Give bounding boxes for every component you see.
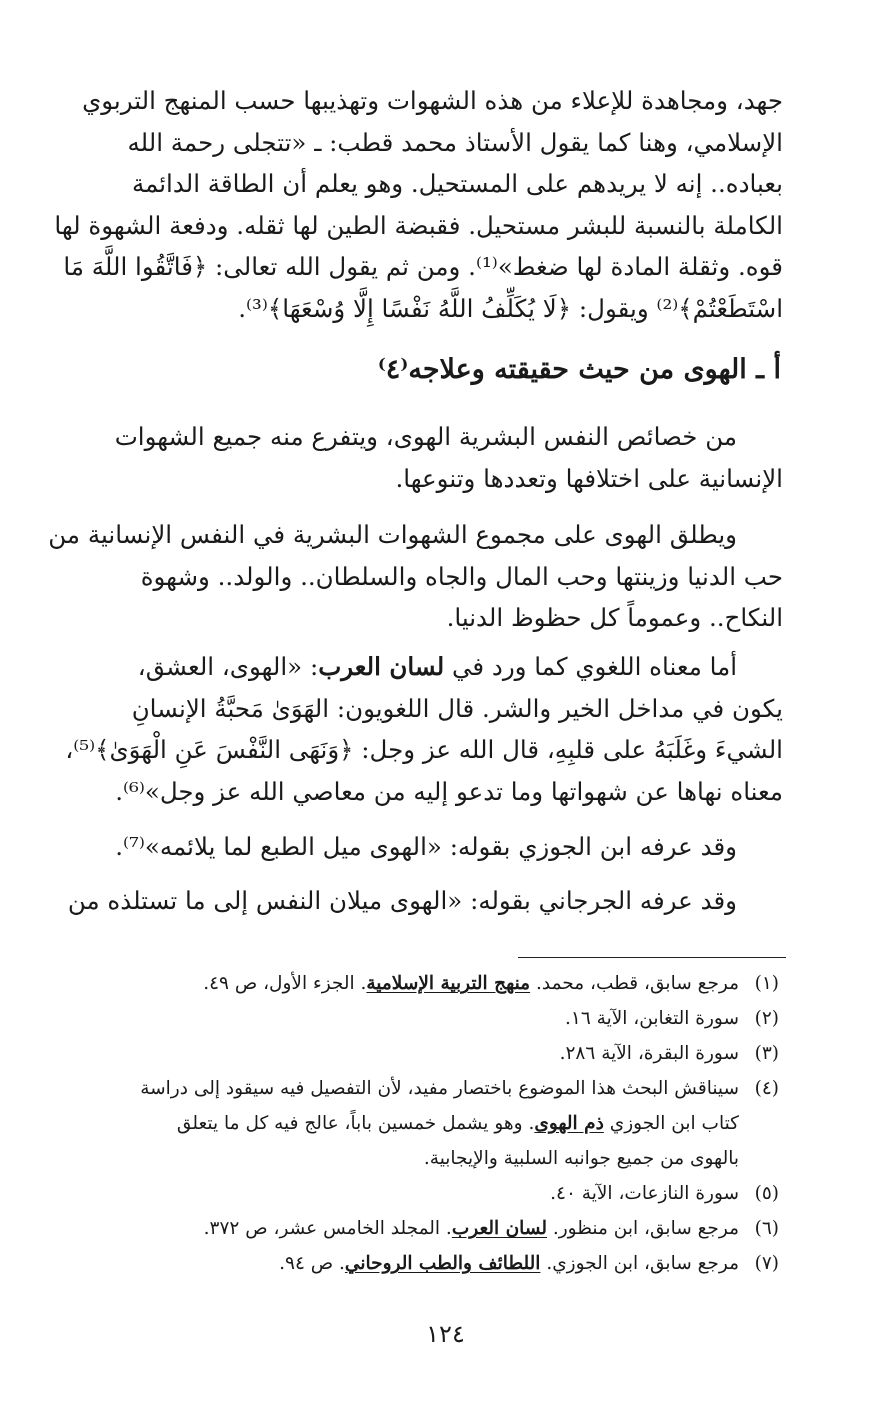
footnote-text: بالهوى من جميع جوانبه السلبية والإيجابية. xyxy=(423,1148,739,1169)
footnote-7 xyxy=(64,1246,779,1281)
text-span: أما معناه اللغوي كما ورد في xyxy=(444,652,737,681)
text-line: معناه نهاها عن شهواتها وما تدعو إليه من معاصي الله عز وجل»⁽⁶⁾. xyxy=(115,776,783,806)
footnote-text xyxy=(64,1106,779,1141)
paragraph-1 xyxy=(54,80,783,329)
footnote-text xyxy=(64,1211,739,1246)
footnote-number: (١) xyxy=(754,973,779,994)
text-line: قوه. وثقلة المادة لها ضغط»⁽¹⁾. ومن ثم يقول الله تعالى: ﴿فَاتَّقُوا اللَّهَ مَا xyxy=(63,252,783,281)
footnote-text: سورة النازعات، الآية ٤٠. xyxy=(550,1183,739,1204)
text-line: حب الدنيا وزينتها وحب المال والجاه والسلطان.. والولد.. وشهوة xyxy=(140,561,783,591)
text-line: بعباده.. إنه لا يريدهم على المستحيل. وهو يعلم أن الطاقة الدائمة xyxy=(131,169,783,198)
paragraph-6 xyxy=(67,880,783,922)
text-line: من خصائص النفس البشرية الهوى، ويتفرع منه جميع الشهوات xyxy=(114,422,737,451)
text-span: مرجع سابق، ابن منظور. xyxy=(546,1218,739,1239)
text-span: . وهو يشمل خمسين باباً، عالج فيه كل ما يتعلق xyxy=(176,1113,535,1134)
text-line: الشيءَ وغَلَبَهُ على قلبِهِ، قال الله عز وجل: ﴿وَنَهَى النَّفْسَ عَنِ الْهَوَىٰ﴾⁽⁵⁾، xyxy=(65,735,783,764)
text-span: . المجلد الخامس عشر، ص ٣٧٢. xyxy=(203,1218,452,1239)
cited-title: لسان العرب xyxy=(451,1218,547,1239)
text-line: الكاملة بالنسبة للبشر مستحيل. فقبضة الطين لها ثقله. ودفعة الشهوة لها xyxy=(54,210,783,240)
footnote-3 xyxy=(64,1036,779,1071)
footnote-text xyxy=(64,966,739,1001)
text-span: كتاب ابن الجوزي xyxy=(603,1113,739,1134)
text-span: . الجزء الأول، ص ٤٩. xyxy=(203,973,367,994)
footnote-number: (٦) xyxy=(754,1218,779,1239)
footnote-text: سورة البقرة، الآية ٢٨٦. xyxy=(559,1043,739,1064)
footnote-number: (٥) xyxy=(754,1183,779,1204)
text-line: الإسلامي، وهنا كما يقول الأستاذ محمد قطب: ـ «تتجلى رحمة الله xyxy=(127,127,783,157)
text-line: وقد عرفه ابن الجوزي بقوله: «الهوى ميل الطبع لما يلائمه»⁽⁷⁾. xyxy=(115,832,737,861)
section-heading: أ ـ الهوى من حيث حقيقته وعلاجه⁽٤⁾ xyxy=(377,354,781,385)
footnote-separator xyxy=(518,957,786,958)
footnote-5 xyxy=(64,1176,779,1211)
text-span: مرجع سابق، ابن الجوزي. xyxy=(540,1253,739,1274)
paragraph-5 xyxy=(72,826,783,868)
cited-title: منهج التربية الإسلامية xyxy=(366,973,531,994)
footnote-1 xyxy=(64,966,779,1001)
text-span: . ص ٩٤. xyxy=(279,1253,345,1274)
text-span: مرجع سابق، قطب، محمد. xyxy=(530,973,739,994)
text-line: وقد عرفه الجرجاني بقوله: «الهوى ميلان النفس إلى ما تستلذه من xyxy=(67,886,737,915)
footnote-text: سورة التغابن، الآية ١٦. xyxy=(565,1008,739,1029)
page-number: ١٢٤ xyxy=(426,1320,465,1348)
cited-title: اللطائف والطب الروحاني xyxy=(344,1253,541,1274)
text-line: جهد، ومجاهدة للإعلاء من هذه الشهوات وتهذيبها حسب المنهج التربوي xyxy=(82,86,783,115)
paragraph-3 xyxy=(48,514,783,639)
text-line xyxy=(72,646,783,688)
footnote-4 xyxy=(64,1071,779,1176)
text-line: ويطلق الهوى على مجموع الشهوات البشرية في النفس الإنسانية من xyxy=(48,520,737,549)
text-line: النكاح.. وعموماً كل حظوظ الدنيا. xyxy=(446,603,783,632)
book-title-lisan-al-arab: لسان العرب xyxy=(318,652,445,681)
footnote-number: (٤) xyxy=(754,1078,779,1099)
text-line: اسْتَطَعْتُمْ﴾⁽²⁾ ويقول: ﴿لَا يُكَلِّفُ اللَّهُ نَفْسًا إِلَّا وُسْعَهَا﴾⁽³⁾. xyxy=(238,293,783,323)
footnotes xyxy=(64,966,779,1281)
cited-title: ذم الهوى xyxy=(534,1113,604,1134)
footnote-6 xyxy=(64,1211,779,1246)
paragraph-2 xyxy=(72,416,783,499)
footnote-number: (٧) xyxy=(754,1253,779,1274)
footnote-text: سيناقش البحث هذا الموضوع باختصار مفيد، لأن التفصيل فيه سيقود إلى دراسة xyxy=(140,1078,739,1099)
footnote-number: (٣) xyxy=(754,1043,779,1064)
paragraph-4 xyxy=(65,646,783,812)
footnote-2 xyxy=(64,1001,779,1036)
footnote-number: (٢) xyxy=(754,1008,779,1029)
text-line: الإنسانية على اختلافها وتعددها وتنوعها. xyxy=(395,463,783,493)
footnote-text xyxy=(64,1246,739,1281)
text-line: يكون في مداخل الخير والشر. قال اللغويون: الهَوَىٰ مَحبَّةُ الإنسانِ xyxy=(131,693,783,723)
text-span: : «الهوى، العشق، xyxy=(137,652,319,681)
